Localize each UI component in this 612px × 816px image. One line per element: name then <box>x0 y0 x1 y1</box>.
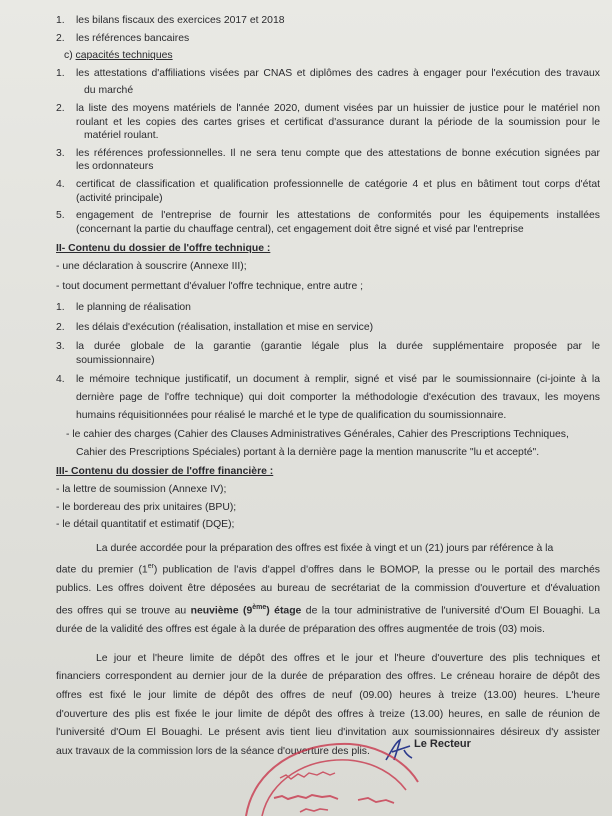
dash-item: - le détail quantitatif et estimatif (DQE); <box>56 519 235 531</box>
item-text: la liste des moyens matériels de l'année 2020, dument visées par un huissier de justice pour le matériel non <box>76 102 600 114</box>
subsection-prefix: c) <box>64 50 73 62</box>
list-item <box>56 147 600 174</box>
subsection-heading <box>56 49 600 63</box>
item-text: Cahier des Prescriptions Spéciales) portant à la dernière page la mention manuscrite "lu et accepté". <box>76 446 540 458</box>
cahier-item <box>56 428 600 459</box>
section-heading-financiere: III- Contenu du dossier de l'offre financière : <box>56 466 274 478</box>
list-item <box>56 321 600 335</box>
item-text: les bilans fiscaux des exercices 2017 et 2018 <box>76 15 285 26</box>
item-number: 4. <box>56 374 65 386</box>
item-number: 3. <box>56 341 65 353</box>
paragraph-text: des offres qui se trouve au <box>56 605 191 617</box>
list-item <box>56 373 600 422</box>
item-number: 2. <box>56 32 65 44</box>
item-text: dernière page de l'offre technique) qui doit comporter la méthodologie d'exécution des travaux, les moyens <box>76 392 600 404</box>
item-text: (activité principale) <box>76 192 163 204</box>
list-item <box>56 178 600 205</box>
item-number: 1. <box>56 302 65 314</box>
item-number: 1. <box>56 15 65 26</box>
dash-item: - une déclaration à souscrire (Annexe III); <box>56 260 247 272</box>
item-text: les références bancaires <box>76 32 190 44</box>
dash-item: - le bordereau des prix unitaires (BPU); <box>56 501 237 513</box>
bold-text: ) étage <box>266 605 302 617</box>
paragraph-line: Le jour et l'heure limite de dépôt des offres et le jour et l'heure d'ouverture des plis techniques et <box>96 652 600 664</box>
item-text: du marché <box>84 85 134 97</box>
list-item <box>56 32 600 46</box>
paragraph-text: ) publication de l'avis d'appel d'offres dans le BOMOP, la presse ou le portail des marchés <box>153 564 600 576</box>
item-text: les ordonnateurs <box>76 161 154 173</box>
item-text: les références professionnelles. Il ne sera tenu compte que des attestations de bonne exécution signées par <box>76 147 600 159</box>
item-text: les attestations d'affiliations visées par CNAS et diplômes des cadres à engager pour l'exécution des travaux <box>76 67 600 79</box>
item-text: certificat de classification et qualification professionnelle de catégorie 4 et plus en bâtiment tout corps d'état <box>76 178 600 190</box>
paragraph-line: publics. Les offres doivent être déposées au bureau de secrétariat de la commission d'ouverture et d'évaluation <box>56 583 600 595</box>
item-text: les délais d'exécution (réalisation, installation et mise en service) <box>76 321 374 333</box>
paragraph-line: l'université d'Oum El Bouaghi. Le présent avis tient lieu d'invitation aux soumissionnaires désireux d'y assister <box>56 727 600 739</box>
superscript: ème <box>252 604 267 612</box>
item-number: 5. <box>56 210 65 222</box>
section-heading-technique: II- Contenu du dossier de l'offre technique : <box>56 243 271 255</box>
dash-item: - la lettre de soumission (Annexe IV); <box>56 484 227 496</box>
paragraph-line: aux travaux de la commission lors de la séance d'ouverture des plis. <box>56 745 370 757</box>
paragraph-line: offres est fixé le jour limite de dépôt des offres de neuf (09.00) heures à treize (13.00) heures. L'heure <box>56 689 600 701</box>
item-text: le planning de réalisation <box>76 302 191 314</box>
dash-item: - tout document permettant d'évaluer l'offre technique, entre autre ; <box>56 280 364 292</box>
paragraph-line: durée de la validité des offres est égale à la durée de préparation des offres augmentée de trois (03) mois. <box>56 624 545 636</box>
paragraph-line: La durée accordée pour la préparation des offres est fixée à vingt et un (21) jours par référence à la <box>96 542 554 554</box>
item-text: le mémoire technique justificatif, un document à remplir, signé et visé par le soumissionnaire (ci-jointe à la <box>76 374 600 386</box>
document-body <box>56 14 600 761</box>
item-text: engagement de l'entreprise de fournir les attestations de conformités pour les équipements installées <box>76 210 600 222</box>
item-text: matériel roulant. <box>84 130 159 142</box>
item-text: humains réquisitionnées pour réalisé le marché et le type de qualification du soumissionnaire. <box>76 409 507 421</box>
item-number: 4. <box>56 178 65 190</box>
superscript: er <box>147 563 154 571</box>
paragraph-text: de la tour administrative de l'université d'Oum El Bouaghi. La <box>301 605 600 617</box>
bold-text: neuvième (9 <box>190 605 253 617</box>
list-item <box>56 14 600 28</box>
list-item <box>56 340 600 367</box>
item-text: soumissionnaire) <box>76 354 155 366</box>
university-stamp <box>240 738 420 816</box>
paragraph-text: date du premier (1 <box>56 564 148 576</box>
item-number: 1. <box>56 67 65 79</box>
item-text: roulant et les copies des cartes grises et certificat d'assurance durant la période de la soumission pour le <box>76 116 600 128</box>
list-item <box>56 67 600 98</box>
subsection-title: capacités techniques <box>75 50 173 62</box>
signature-title: Le Recteur <box>414 738 471 750</box>
list-item <box>56 209 600 236</box>
item-number: 2. <box>56 102 65 114</box>
list-item <box>56 301 600 315</box>
paragraph-line: financiers correspondent au dernier jour de la durée de préparation des offres. Le créneau horaire de dépôt des <box>56 671 600 683</box>
item-text: - le cahier des charges (Cahier des Clauses Administratives Générales, Cahier des Prescriptions Techniques, <box>66 429 569 441</box>
item-text: la durée globale de la garantie (garantie légale plus la durée supplémentaire proposée par le <box>76 341 600 353</box>
item-text: (concernant la partie du chauffage central), cet engagement doit être signé et visé par l'entreprise <box>76 223 524 235</box>
list-item <box>56 102 600 143</box>
item-number: 3. <box>56 147 65 159</box>
paragraph-line <box>56 558 600 580</box>
paragraph-delais <box>56 540 600 640</box>
paragraph-line: d'ouverture des plis est fixée le jour limite de dépôt des offres à treize (13.00) heures, en salle de réunion de <box>56 708 600 720</box>
item-number: 2. <box>56 321 65 333</box>
paragraph-line <box>56 599 600 621</box>
